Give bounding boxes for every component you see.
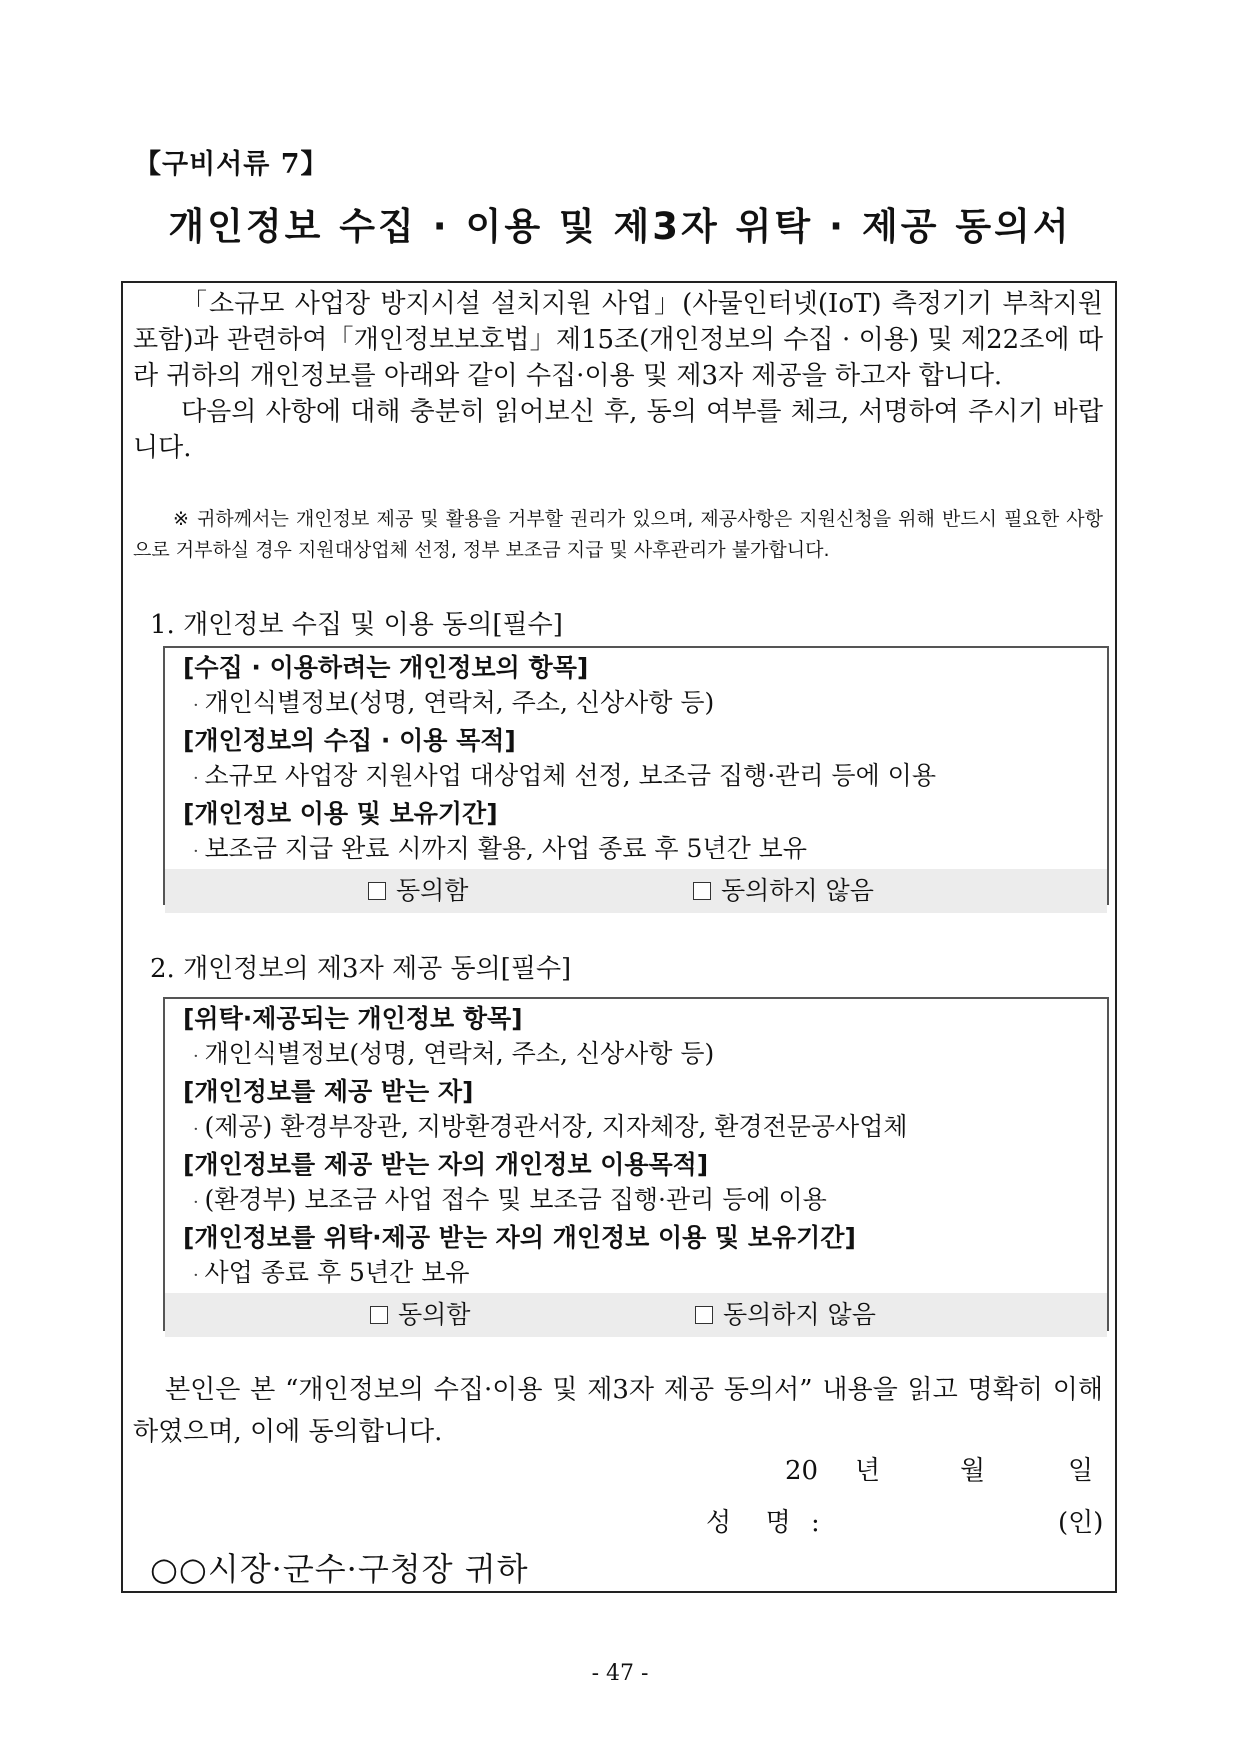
seal-mark: (인) xyxy=(1058,1508,1104,1538)
date-year: 년 xyxy=(855,1456,881,1486)
item-title: [개인정보를 위탁·제공 받는 자의 개인정보 이용 및 보유기간] xyxy=(183,1223,856,1252)
item-description: · (환경부) 보조금 사업 접수 및 보조금 집행·관리 등에 이용 xyxy=(165,1182,1107,1220)
page-number: - 47 - xyxy=(591,1661,649,1686)
section2-heading: 2. 개인정보의 제3자 제공 동의[필수] xyxy=(150,954,572,984)
item-title: [위탁·제공되는 개인정보 항목] xyxy=(183,1004,523,1033)
item-description: · 개인식별정보(성명, 연락처, 주소, 신상사항 등) xyxy=(165,685,1107,723)
checkbox-icon[interactable] xyxy=(693,882,711,900)
section1-heading: 1. 개인정보 수집 및 이용 동의[필수] xyxy=(150,610,563,640)
item-description: · 소규모 사업장 지원사업 대상업체 선정, 보조금 집행·관리 등에 이용 xyxy=(165,758,1107,796)
section2-choice-row xyxy=(165,1293,1107,1337)
item-description: · 개인식별정보(성명, 연락처, 주소, 신상사항 등) xyxy=(165,1036,1107,1074)
name-label: 성 명 : xyxy=(706,1508,826,1538)
section1-consent-box xyxy=(163,646,1109,905)
item-title: [수집 · 이용하려는 개인정보의 항목] xyxy=(183,653,589,682)
item-title: [개인정보 이용 및 보유기간] xyxy=(183,799,498,828)
section1-disagree-option[interactable] xyxy=(693,869,874,913)
page-title: 개인정보 수집 · 이용 및 제3자 위탁 · 제공 동의서 xyxy=(168,205,1072,248)
item-title: [개인정보를 제공 받는 자] xyxy=(183,1077,474,1106)
disagree-label: 동의하지 않음 xyxy=(721,876,874,905)
checkbox-icon[interactable] xyxy=(368,882,386,900)
intro-paragraph-1: 「소규모 사업장 방지시설 설치지원 사업」(사물인터넷(IoT) 측정기기 부착지원 포함)과 관련하여「개인정보보호법」제15조(개인정보의 수집 · 이용) 및 제22조에 따라 귀하의 개인정보를 아래와 같이 수집·이용 및 제3자 제공을 하고자 합니다. xyxy=(133,289,1103,391)
intro-text xyxy=(133,286,1103,466)
date-year-prefix: 20 xyxy=(785,1456,819,1486)
section1-agree-option[interactable] xyxy=(368,869,468,913)
refusal-notice: ※ 귀하께서는 개인정보 제공 및 활용을 거부할 권리가 있으며, 제공사항은 지원신청을 위해 반드시 필요한 사항으로 거부하실 경우 지원대상업체 선정, 정부 보조금 지급 및 사후관리가 불가합니다. xyxy=(133,508,1103,561)
checkbox-icon[interactable] xyxy=(370,1306,388,1324)
date-month: 월 xyxy=(960,1456,986,1486)
intro-paragraph-2: 다음의 사항에 대해 충분히 읽어보신 후, 동의 여부를 체크, 서명하여 주시기 바랍니다. xyxy=(133,397,1103,463)
recipient: ○○시장·군수·구청장 귀하 xyxy=(150,1550,529,1588)
agree-label: 동의함 xyxy=(396,876,469,905)
item-description: · (제공) 환경부장관, 지방환경관서장, 지자체장, 환경전문공사업체 xyxy=(165,1109,1107,1147)
item-description: · 보조금 지급 완료 시까지 활용, 사업 종료 후 5년간 보유 xyxy=(165,831,1107,869)
checkbox-icon[interactable] xyxy=(695,1306,713,1324)
item-title: [개인정보의 수집 · 이용 목적] xyxy=(183,726,516,755)
section1-choice-row xyxy=(165,869,1107,913)
consent-declaration: 본인은 본 “개인정보의 수집·이용 및 제3자 제공 동의서” 내용을 읽고 명확히 이해하였으며, 이에 동의합니다. xyxy=(133,1375,1103,1447)
disagree-label: 동의하지 않음 xyxy=(723,1300,876,1329)
section2-agree-option[interactable] xyxy=(370,1293,470,1337)
page-label: 【구비서류 7】 xyxy=(134,149,329,180)
section2-disagree-option[interactable] xyxy=(695,1293,876,1337)
date-day: 일 xyxy=(1068,1456,1094,1486)
item-description: · 사업 종료 후 5년간 보유 xyxy=(165,1255,1107,1293)
agree-label: 동의함 xyxy=(398,1300,471,1329)
section2-consent-box xyxy=(163,997,1109,1331)
item-title: [개인정보를 제공 받는 자의 개인정보 이용목적] xyxy=(183,1150,709,1179)
